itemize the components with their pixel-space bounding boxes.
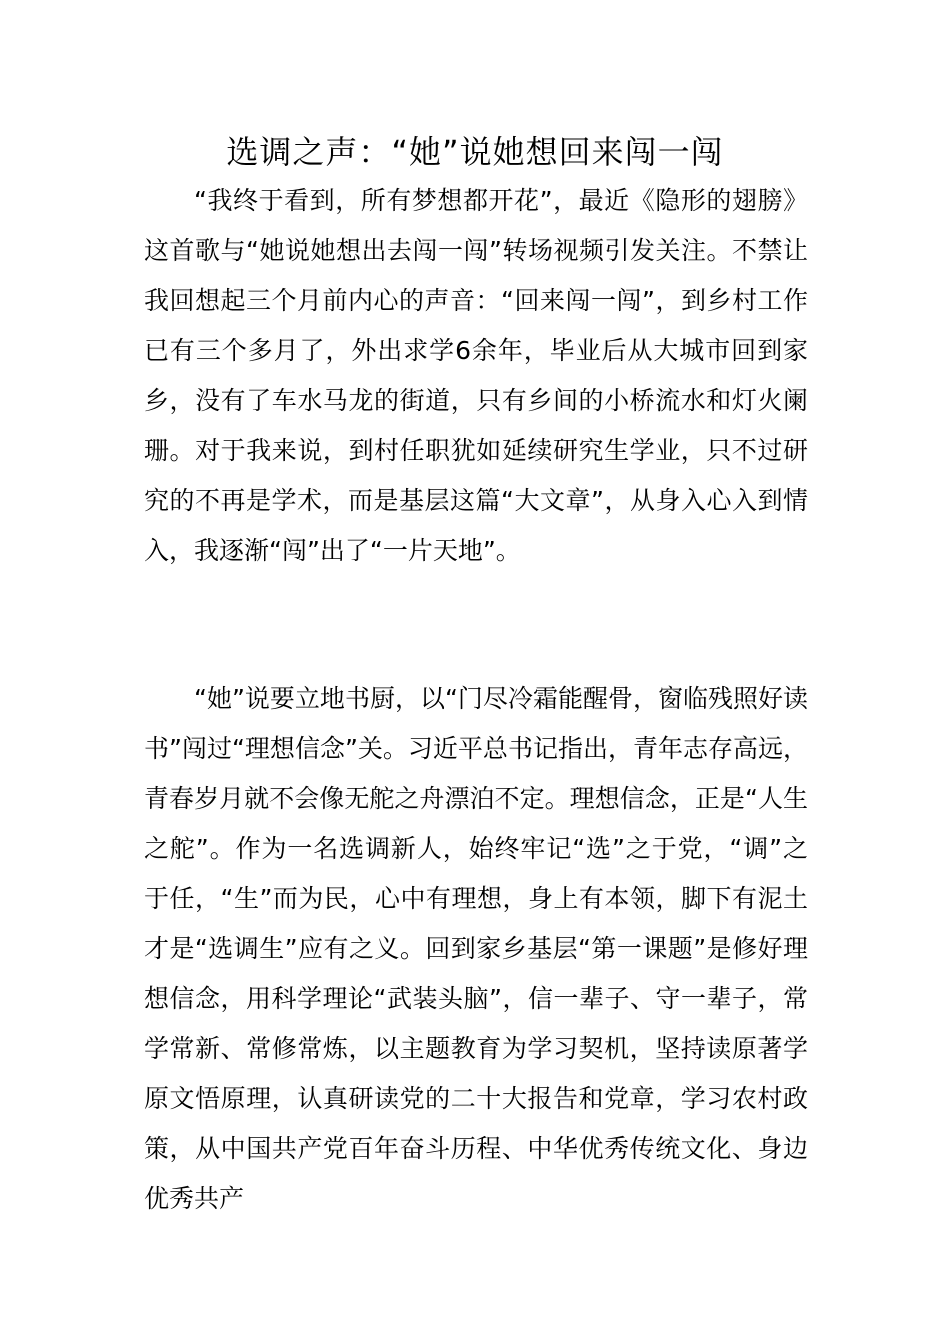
paragraph-2: “她”说要立地书厨，以“门尽冷霜能醒骨，窗临残照好读书”闯过“理想信念”关。习近平总书记指出，青年志存高远，青春岁月就不会像无舵之舟漂泊不定。理想信念，正是“人生之舵”。作为一名选调新人，始终牢记“选”之于党，“调”之于任，“生”而为民，心中有理想，身上有本领，脚下有泥土才是“选调生”应有之义。回到家乡基层“第一课题”是修好理想信念，用科学理论“武装头脑”，信一辈子、守一辈子，常学常新、常修常炼，以主题教育为学习契机，坚持读原著学原文悟原理，认真研读党的二十大报告和党章，学习农村政策，从中国共产党百年奋斗历程、中华优秀传统文化、身边优秀共产 xyxy=(144,684,808,1213)
document-title: 选调之声：“她”说她想回来闯一闯 xyxy=(226,133,724,171)
paragraph-1: “我终于看到，所有梦想都开花”，最近《隐形的翅膀》这首歌与“她说她想出去闯一闯”转场视频引发关注。不禁让我回想起三个月前内心的声音：“回来闯一闯”，到乡村工作已有三个多月了，外出求学6余年，毕业后从大城市回到家乡，没有了车水马龙的街道，只有乡间的小桥流水和灯火阑珊。对于我来说，到村任职犹如延续研究生学业，只不过研究的不再是学术，而是基层这篇“大文章”，从身入心入到情入，我逐渐“闯”出了“一片天地”。 xyxy=(144,186,808,565)
